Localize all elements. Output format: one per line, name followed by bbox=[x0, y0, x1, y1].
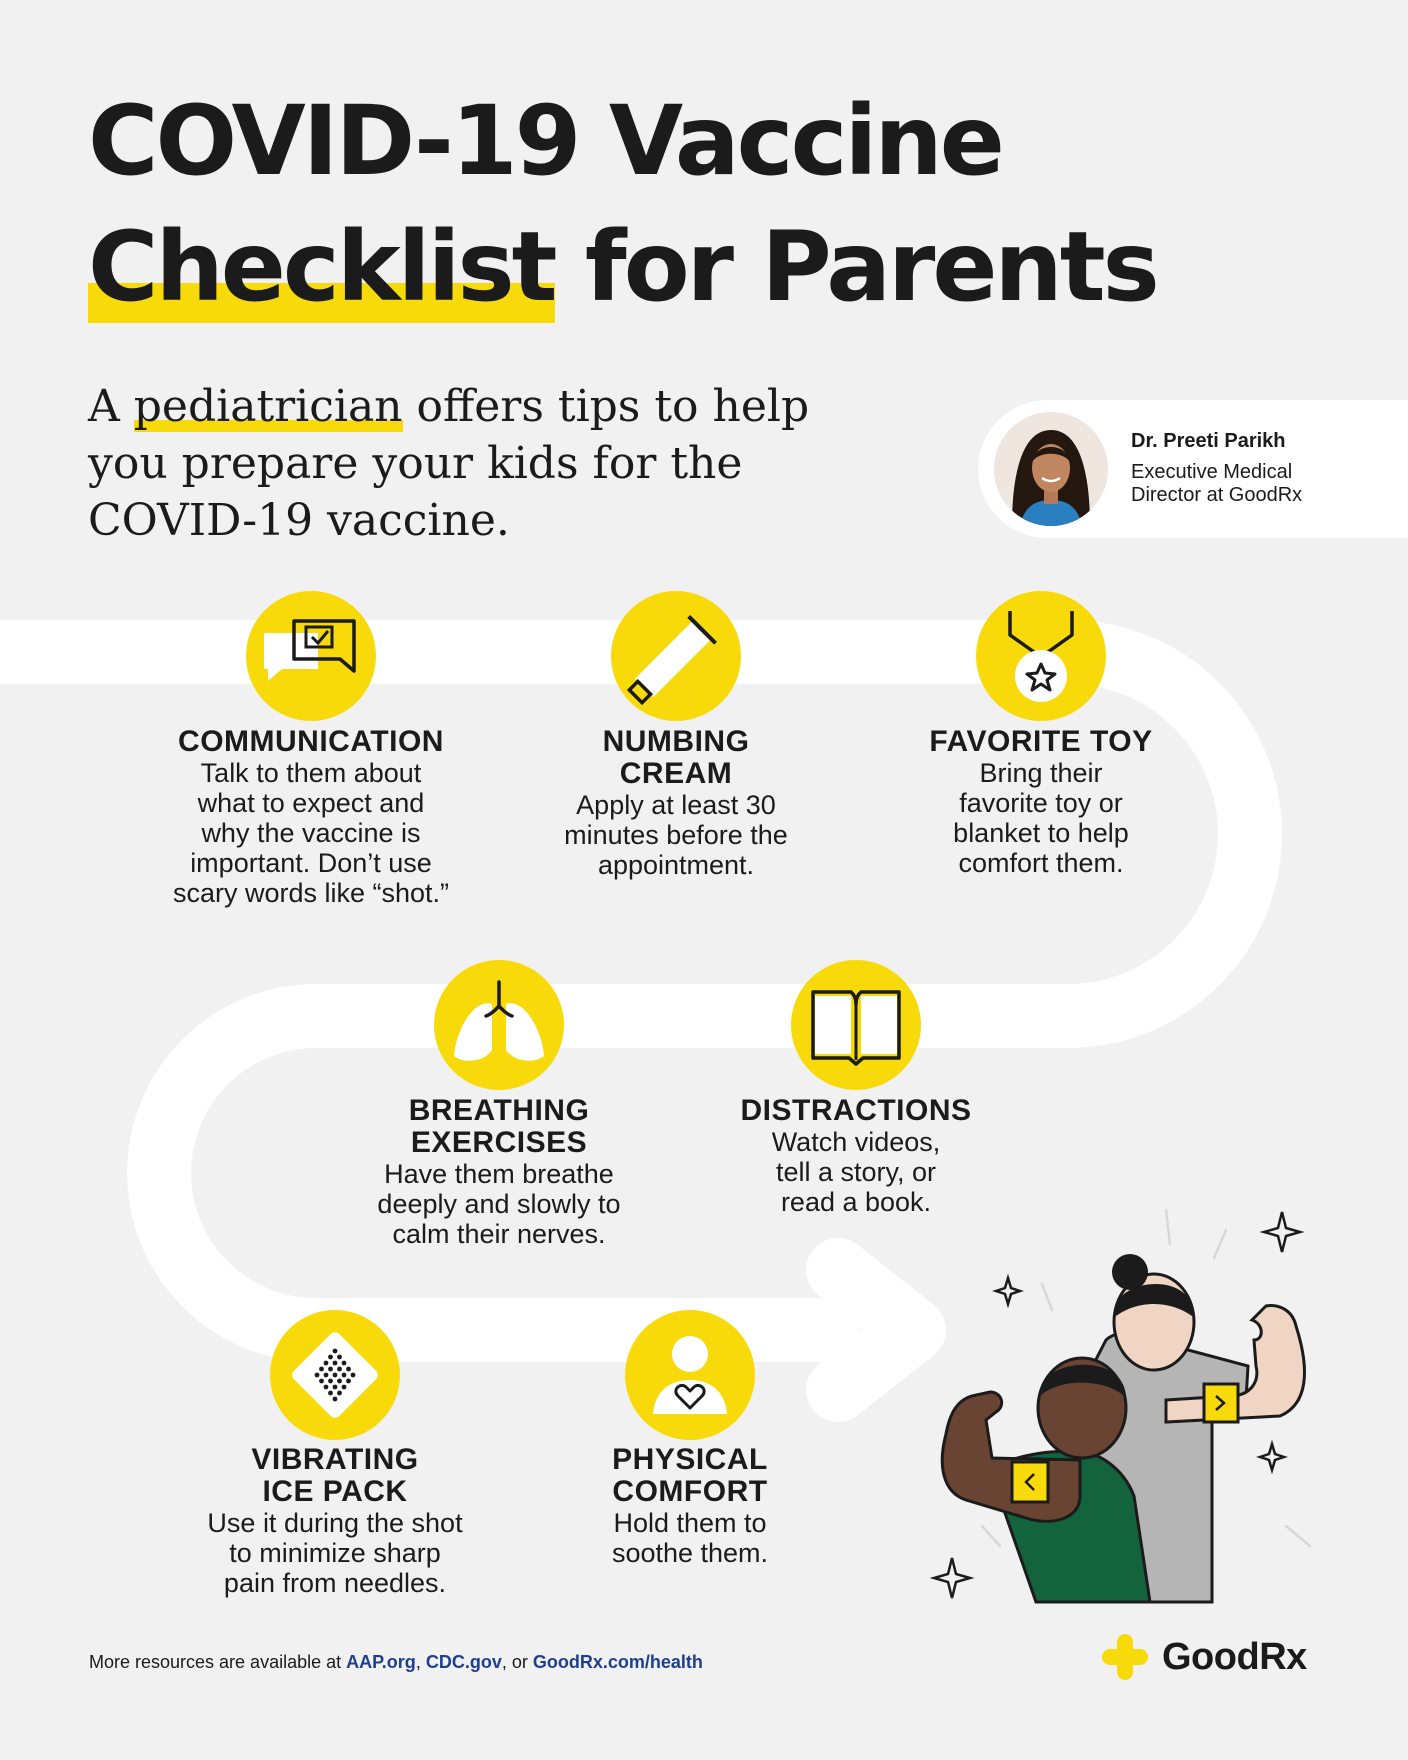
ice-pack-dot bbox=[319, 1379, 324, 1384]
author-card bbox=[978, 400, 1408, 538]
ice-pack-dot bbox=[324, 1373, 329, 1378]
author-portrait-icon bbox=[994, 412, 1108, 526]
ice-pack-dot bbox=[346, 1367, 351, 1372]
title-line1: COVID-19 Vaccine bbox=[88, 85, 1002, 197]
footer-prefix: More resources are available at bbox=[89, 1652, 347, 1672]
tip-title: BREATHING EXERCISES bbox=[408, 1094, 590, 1159]
subtitle bbox=[88, 378, 888, 549]
tip-physical-comfort bbox=[530, 1444, 850, 1568]
tip-description: Talk to them about what to expect and why the vaccine is important. Don’t use scary words like “shot.” bbox=[172, 758, 450, 908]
tip-title: VIBRATING ICE PACK bbox=[251, 1443, 419, 1508]
ice-pack-dot bbox=[328, 1355, 333, 1360]
communication-icon-circle bbox=[246, 591, 376, 721]
ice-pack-dot bbox=[337, 1379, 342, 1384]
link-aap[interactable]: AAP.org bbox=[346, 1652, 416, 1672]
ice-pack-dot bbox=[342, 1373, 347, 1378]
subtitle-after: offers tips to help you prepare your kids for the COVID-19 vaccine. bbox=[88, 381, 810, 546]
lungs-icon bbox=[434, 960, 564, 1090]
ice-pack-dot bbox=[342, 1385, 347, 1390]
author-name: Dr. Preeti Parikh bbox=[1131, 430, 1286, 452]
tip-description: Use it during the shot to minimize sharp pain from needles. bbox=[207, 1508, 463, 1598]
ice-pack-dot bbox=[333, 1397, 338, 1402]
ice-pack-dot bbox=[337, 1391, 342, 1396]
brand-name: GoodRx bbox=[1162, 1635, 1307, 1678]
ice-pack-dot bbox=[351, 1373, 356, 1378]
subtitle-before: A bbox=[88, 381, 134, 432]
medal-star-icon bbox=[976, 591, 1106, 721]
ice-pack-icon bbox=[270, 1310, 400, 1440]
ice-pack-dot bbox=[333, 1373, 338, 1378]
subtitle-highlight: pediatrician bbox=[133, 381, 403, 432]
ice-pack-dot bbox=[337, 1355, 342, 1360]
author-avatar bbox=[994, 412, 1108, 526]
ice-pack-dot bbox=[337, 1367, 342, 1372]
ice-pack-dot bbox=[324, 1361, 329, 1366]
footer-separator: , or bbox=[501, 1652, 533, 1672]
ice-pack-dot bbox=[333, 1361, 338, 1366]
title-line2: for Parents bbox=[554, 211, 1157, 323]
goodrx-plus-logo bbox=[1100, 1632, 1150, 1682]
ice-pack-dot bbox=[333, 1385, 338, 1390]
tip-description: Hold them to soothe them. bbox=[611, 1508, 769, 1568]
ice-pack-dot bbox=[328, 1379, 333, 1384]
footer-separator: , bbox=[415, 1652, 426, 1672]
tip-title: NUMBING CREAM bbox=[602, 725, 750, 790]
link-cdc[interactable]: CDC.gov bbox=[425, 1652, 502, 1672]
tip-title: DISTRACTIONS bbox=[740, 1094, 972, 1127]
ice-pack-dot bbox=[324, 1385, 329, 1390]
tip-description: Bring their favorite toy or blanket to help comfort them. bbox=[953, 758, 1129, 878]
tip-title: PHYSICAL COMFORT bbox=[612, 1443, 768, 1508]
tip-breathing-exercises bbox=[339, 1095, 659, 1249]
ice-pack-dot bbox=[319, 1367, 324, 1372]
page-title bbox=[88, 78, 1157, 330]
person-heart-icon bbox=[625, 1310, 755, 1440]
title-highlight: Checklist bbox=[88, 211, 555, 323]
goodrx-brand bbox=[1100, 1632, 1307, 1682]
link-goodrx-health[interactable]: GoodRx.com/health bbox=[532, 1652, 703, 1672]
favorite-toy-icon-circle bbox=[976, 591, 1106, 721]
tip-description: Have them breathe deeply and slowly to calm their nerves. bbox=[377, 1159, 621, 1249]
ice-pack-icon-circle bbox=[270, 1310, 400, 1440]
cream-tube-icon bbox=[611, 591, 741, 721]
distractions-icon-circle bbox=[791, 960, 921, 1090]
ice-pack-dot bbox=[333, 1349, 338, 1354]
open-book-icon bbox=[791, 960, 921, 1090]
ice-pack-dot bbox=[328, 1367, 333, 1372]
ice-pack-dot bbox=[328, 1391, 333, 1396]
footer-resources bbox=[89, 1652, 703, 1673]
tip-favorite-toy bbox=[881, 726, 1201, 878]
tip-numbing-cream bbox=[516, 726, 836, 880]
ice-pack-dot bbox=[315, 1373, 320, 1378]
tip-communication bbox=[151, 726, 471, 908]
ice-pack-dot bbox=[342, 1361, 347, 1366]
tip-vibrating-ice-pack bbox=[175, 1444, 495, 1598]
tip-distractions bbox=[696, 1095, 1016, 1217]
flexing-people-illustration bbox=[930, 1200, 1330, 1610]
tip-title: FAVORITE TOY bbox=[929, 725, 1153, 758]
numbing-cream-icon-circle bbox=[611, 591, 741, 721]
author-role: Executive Medical Director at GoodRx bbox=[1131, 461, 1303, 506]
tip-title: COMMUNICATION bbox=[178, 725, 444, 758]
physical-comfort-icon-circle bbox=[625, 1310, 755, 1440]
chat-check-icon bbox=[246, 591, 376, 721]
breathing-icon-circle bbox=[434, 960, 564, 1090]
ice-pack-dot bbox=[346, 1379, 351, 1384]
tip-description: Watch videos, tell a story, or read a book. bbox=[771, 1127, 941, 1217]
tip-description: Apply at least 30 minutes before the appointment. bbox=[564, 790, 788, 880]
